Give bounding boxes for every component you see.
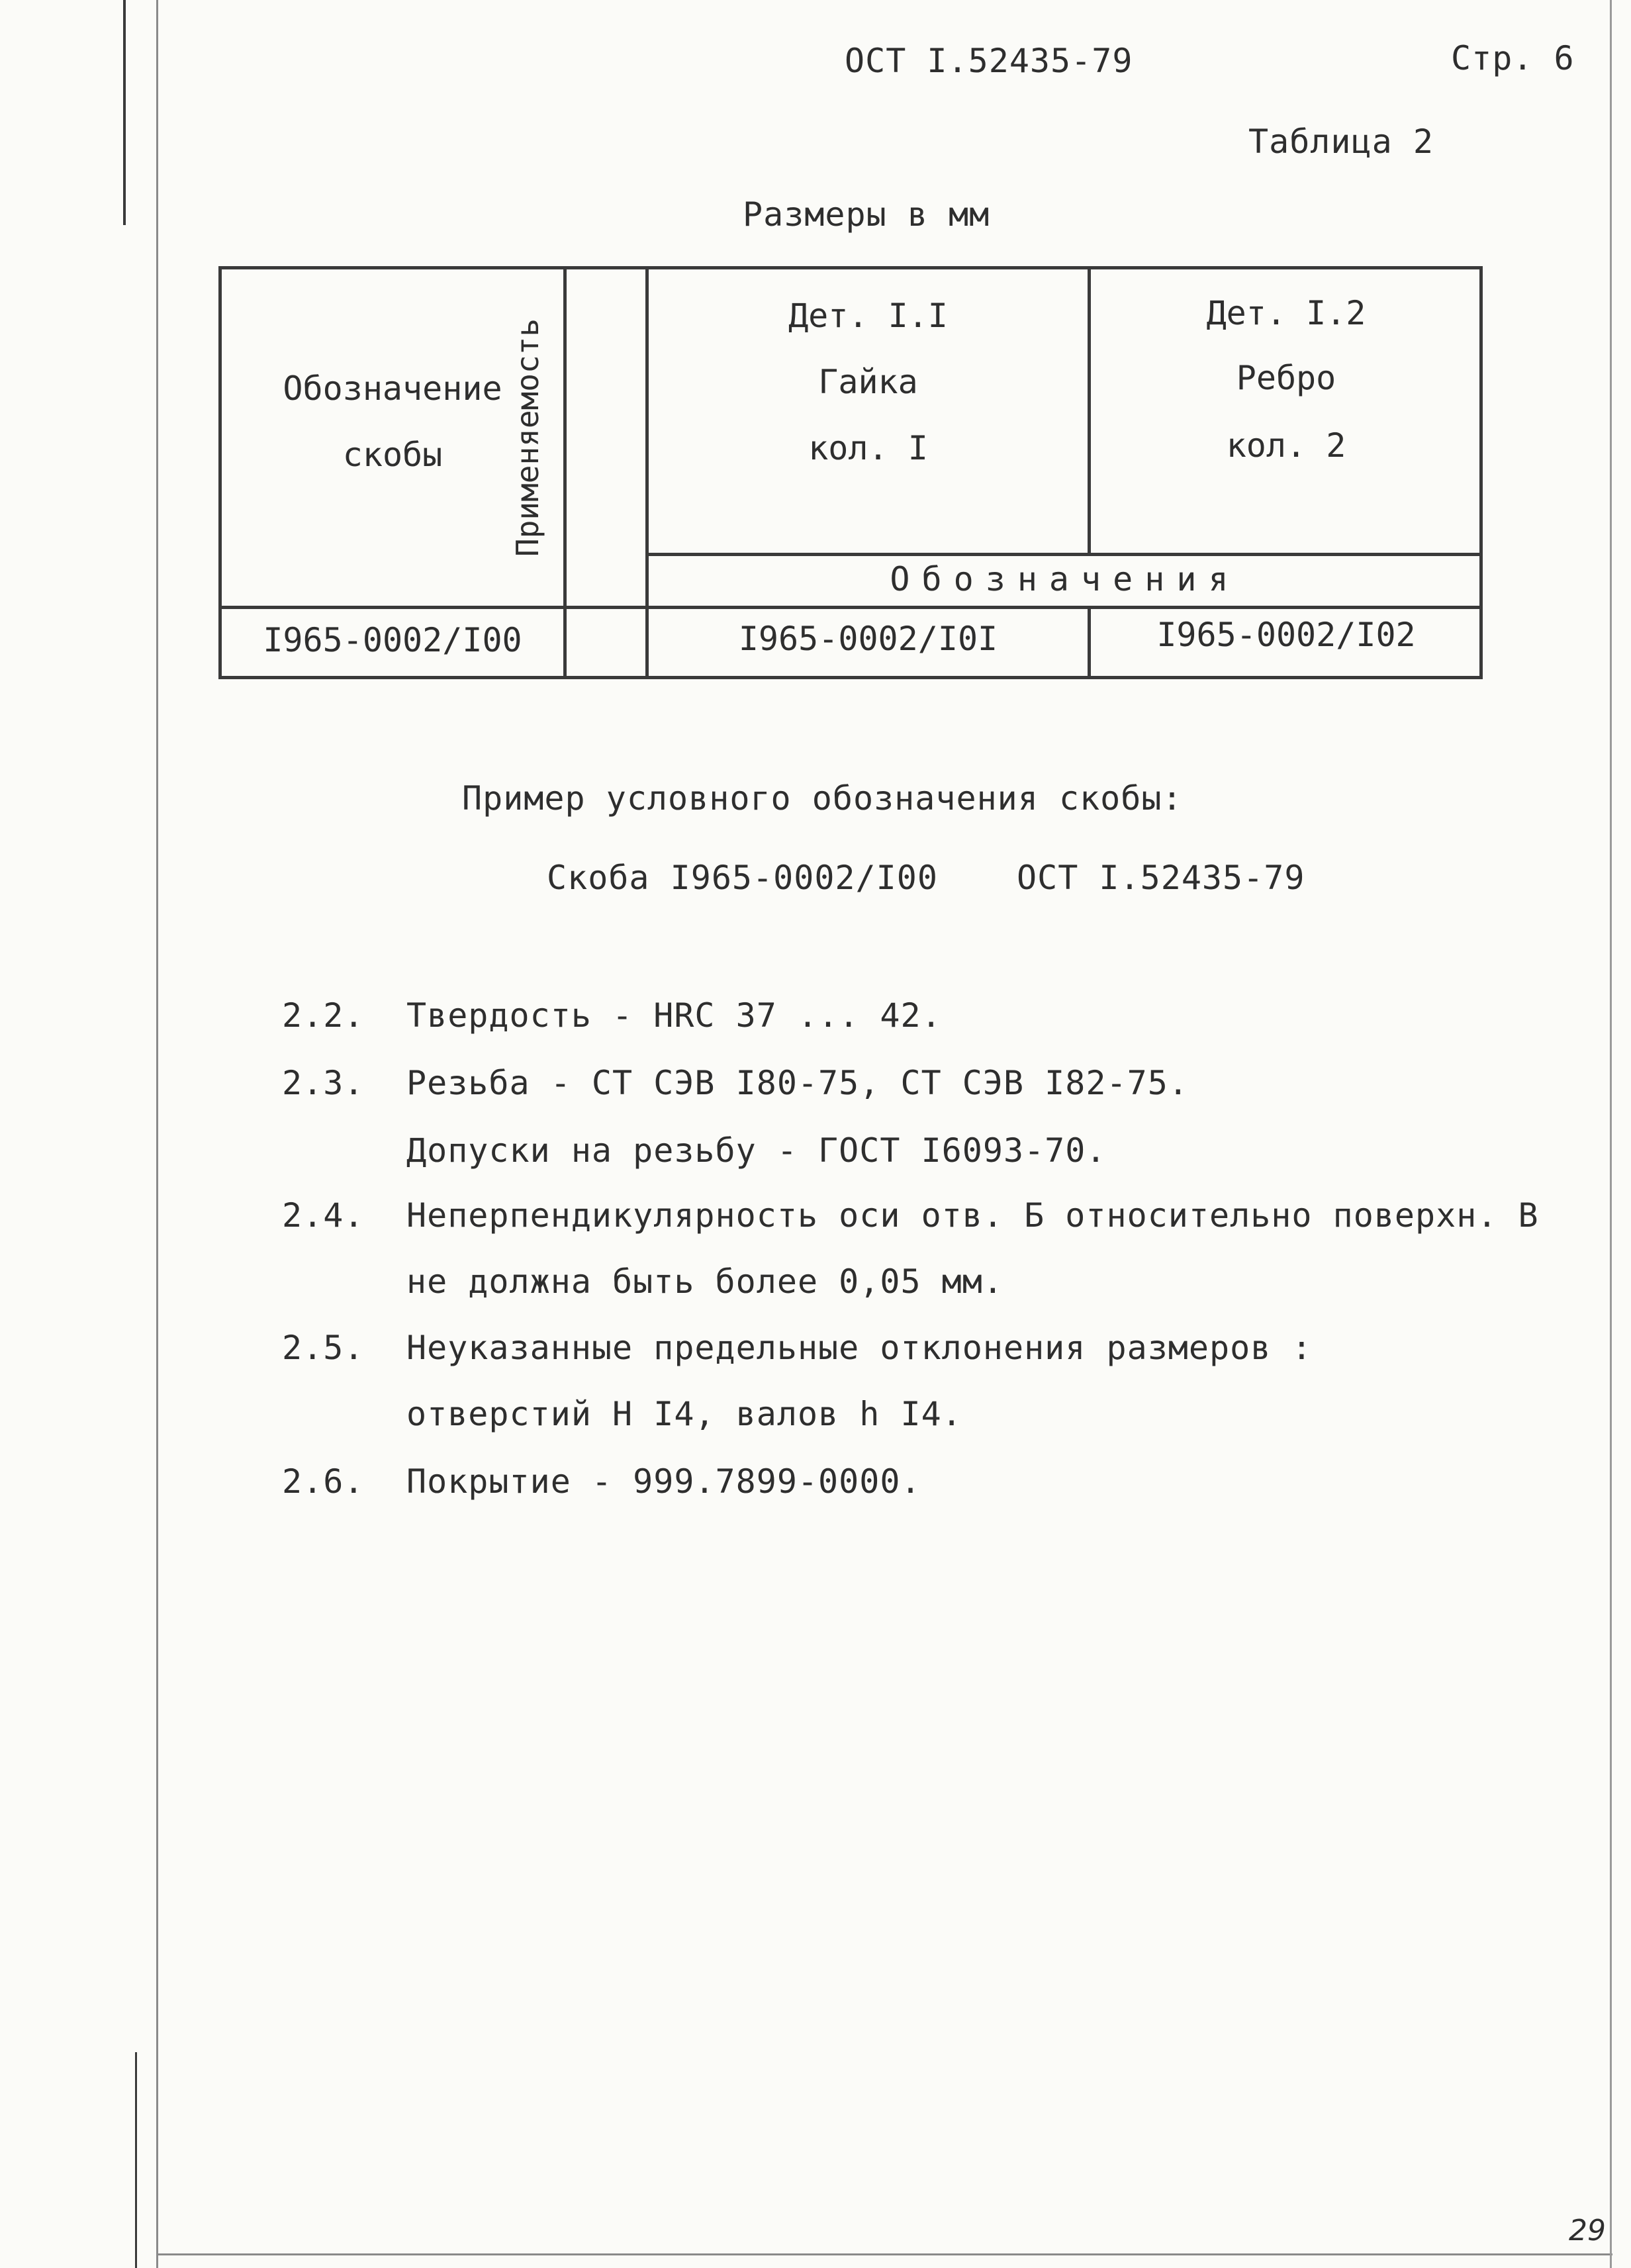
table-col-line-1 bbox=[563, 269, 567, 676]
part1-header-line2: Гайка bbox=[818, 363, 918, 401]
item-line: Неуказанные предельные отклонения размеров : bbox=[406, 1329, 1313, 1367]
standard-number: ОСТ I.52435-79 bbox=[845, 42, 1133, 80]
designations-subheader: Обозначения bbox=[890, 560, 1240, 598]
item-line: Покрытие - 999.7899-0000. bbox=[406, 1462, 921, 1501]
item-number: 2.3. bbox=[282, 1064, 365, 1102]
row-part2: I965-0002/I02 bbox=[1156, 616, 1416, 654]
part1-header-line3: кол. I bbox=[808, 429, 928, 467]
part1-header-line1: Дет. I.I bbox=[788, 297, 948, 335]
table-subheader-top bbox=[645, 553, 1481, 556]
left-margin-line bbox=[123, 0, 126, 225]
sheet-number: 29 bbox=[1569, 2214, 1606, 2247]
item-line: отверстий H I4, валов h I4. bbox=[406, 1395, 962, 1433]
example-name: Скоба I965-0002/I00 bbox=[547, 859, 938, 897]
table-header-bottom bbox=[222, 606, 1481, 609]
item-number: 2.5. bbox=[282, 1329, 365, 1367]
item-line: не должна быть более 0,05 мм. bbox=[406, 1262, 1003, 1301]
table-label: Таблица 2 bbox=[1248, 122, 1434, 161]
item-number: 2.2. bbox=[282, 996, 365, 1035]
page-number: Стр. 6 bbox=[1451, 39, 1575, 77]
item-number: 2.4. bbox=[282, 1196, 365, 1235]
row-designation: I965-0002/I00 bbox=[263, 621, 522, 659]
applicability-header: Применяемость bbox=[510, 318, 545, 557]
units-caption: Размеры в мм bbox=[743, 195, 990, 234]
bottom-border-line bbox=[156, 2253, 1612, 2255]
item-number: 2.6. bbox=[282, 1462, 365, 1501]
designation-header-line2: скобы bbox=[342, 436, 443, 474]
designation-header-line1: Обозначение bbox=[283, 369, 502, 408]
example-standard: ОСТ I.52435-79 bbox=[1017, 859, 1305, 897]
item-line: Неперпендикулярность оси отв. Б относительно поверхн. В bbox=[406, 1196, 1539, 1235]
item-line: Допуски на резьбу - ГОСТ I6093-70. bbox=[406, 1131, 1107, 1170]
left-border-line bbox=[156, 0, 158, 2268]
left-lower-margin-line bbox=[135, 2052, 137, 2268]
item-line: Твердость - HRC 37 ... 42. bbox=[406, 996, 942, 1035]
item-line: Резьба - СТ СЭВ I80-75, СТ СЭВ I82-75. bbox=[406, 1064, 1189, 1102]
part2-header-line3: кол. 2 bbox=[1226, 426, 1346, 465]
part2-header-line1: Дет. I.2 bbox=[1206, 294, 1366, 332]
example-title: Пример условного обозначения скобы: bbox=[462, 779, 1183, 818]
part2-header-line2: Ребро bbox=[1236, 359, 1336, 397]
right-border-line bbox=[1610, 0, 1612, 2268]
parts-table bbox=[218, 266, 1483, 679]
row-part1: I965-0002/I0I bbox=[738, 620, 998, 658]
